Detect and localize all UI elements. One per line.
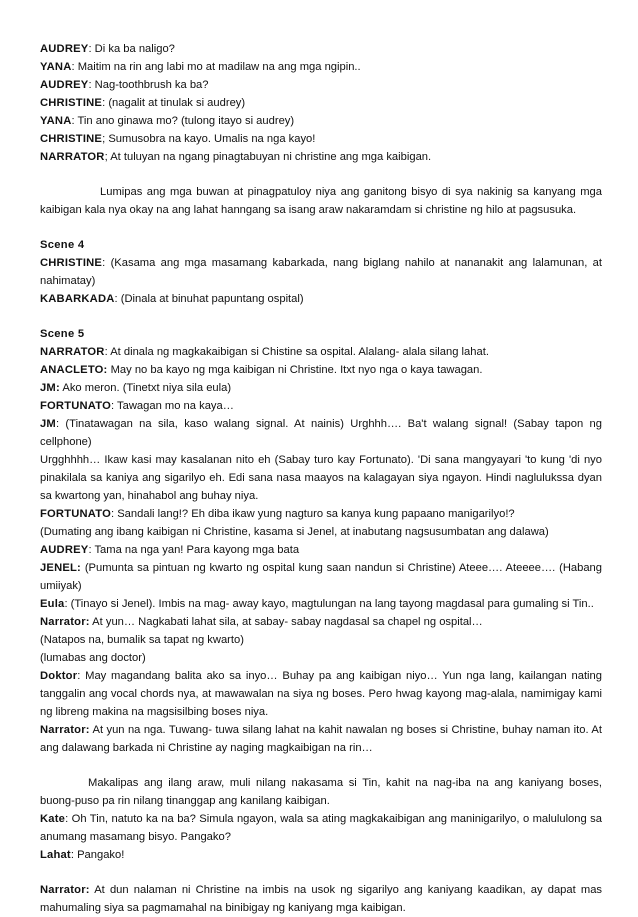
dialogue-text: May magandang balita ako sa inyo… Buhay pa ang kaibigan niyo… Yun nga lang, kailangan nating tanggalin ang vocal chords nya, at mawawalan na siya ng boses. Pero hwag kayong mag-alala, namimigay kami ng libreng makina na magsisilbing boses niya. — [40, 670, 602, 718]
speaker-name: Narrator: — [40, 616, 90, 628]
dialogue-line: NARRATOR; At tuluyan na ngang pinagtabuyan ni christine ang mga kaibigan. — [40, 151, 432, 163]
dialogue-line — [40, 361, 602, 379]
spacer — [40, 757, 602, 774]
speaker-name: JENEL: — [40, 562, 81, 574]
spacer — [40, 308, 602, 325]
dialogue-text: Sandali lang!? Eh diba ikaw yung nagturo sa kanya kung papaano manigarilyo!? — [117, 508, 515, 520]
dialogue-line: AUDREY: Tama na nga yan! Para kayong mga bata — [40, 544, 300, 556]
speaker-name: ANACLETO: — [40, 364, 108, 376]
dialogue-line — [40, 649, 602, 667]
dialogue-text: Nag-toothbrush ka ba? — [94, 79, 209, 91]
dialogue-text: (Tinatawagan na sila, kaso walang signal. At nainis) Urghhh…. Ba't walang signal! (Sabay tapon ng cellphone) — [40, 418, 602, 448]
narration-paragraph: Makalipas ang ilang araw, muli nilang nakasama si Tin, kahit na nag-iba na ang kaniyang boses, buong-puso pa rin nilang tinanggap ang kanilang kaibigan. — [40, 777, 602, 807]
narration-paragraph: Lumipas ang mga buwan at pinagpatuloy niya ang ganitong bisyo di sya nakinig sa kanyang mga kaibigan kala nya okay na ang lahat hanngang sa isang araw nakaramdam si christine ng hilo at pagsusuka. — [40, 186, 602, 216]
speaker-name: AUDREY — [40, 544, 89, 556]
speaker-name: Doktor — [40, 670, 78, 682]
dialogue-line — [40, 523, 602, 541]
dialogue-text: (Dumating ang ibang kaibigan ni Christine, kasama si Jenel, at inabutang nagsusumbatan ang dalawa) — [40, 526, 549, 538]
speaker-name: JM — [40, 418, 56, 430]
dialogue-line — [40, 379, 602, 397]
dialogue-line: Doktor: May magandang balita ako sa inyo… Buhay pa ang kaibigan niyo… Yun nga lang, kailangan nating tanggalin ang vocal chords nya, at mawawalan na siya ng boses. Pero hwag kayong mag-alala, namimigay kami ng libreng makina na magsisilbing boses niya. — [40, 670, 602, 718]
speaker-name: Narrator: — [40, 884, 90, 896]
dialogue-text: (lumabas ang doctor) — [40, 652, 146, 664]
dialogue-text: (Natapos na, bumalik sa tapat ng kwarto) — [40, 634, 244, 646]
speaker-name: AUDREY — [40, 43, 89, 55]
spacer — [40, 864, 602, 881]
dialogue-line: CHRISTINE: (nagalit at tinulak si audrey) — [40, 97, 246, 109]
dialogue-line — [40, 613, 602, 631]
script-page — [40, 40, 602, 917]
dialogue-line: Kate: Oh Tin, natuto ka na ba? Simula ngayon, wala sa ating magkakaibigan ang maninigarilyo, o malululong sa anumang masamang bisyo. Pangako? — [40, 813, 602, 843]
dialogue-text: May no ba kayo ng mga kaibigan ni Christine. Itxt nyo nga o kaya tawagan. — [110, 364, 483, 376]
dialogue-text: At yun na nga. Tuwang- tuwa silang lahat na kahit nawalan ng boses si Christine, buhay naman ito. At ang dalawang barkada ni Christine ay naging magkaibigan na rin… — [40, 724, 602, 754]
scene-heading: Scene 5 — [40, 328, 85, 340]
speaker-name: FORTUNATO — [40, 508, 111, 520]
dialogue-line: AUDREY: Di ka ba naligo? — [40, 43, 175, 55]
speaker-name: CHRISTINE — [40, 257, 103, 269]
dialogue-text: (nagalit at tinulak si audrey) — [108, 97, 246, 109]
speaker-name: NARRATOR — [40, 151, 105, 163]
dialogue-text: Sumusobra na kayo. Umalis na nga kayo! — [108, 133, 316, 145]
dialogue-text: Tama na nga yan! Para kayong mga bata — [94, 544, 300, 556]
dialogue-line — [40, 721, 602, 757]
dialogue-line: FORTUNATO: Sandali lang!? Eh diba ikaw yung nagturo sa kanya kung papaano manigarilyo!? — [40, 508, 515, 520]
dialogue-line: AUDREY: Nag-toothbrush ka ba? — [40, 79, 209, 91]
dialogue-text: (Tinayo si Jenel). Imbis na mag- away kayo, magtulungan na lang tayong magdasal para gumaling si Tin.. — [70, 598, 594, 610]
dialogue-text: At tuluyan na ngang pinagtabuyan ni christine ang mga kaibigan. — [110, 151, 432, 163]
speaker-name: CHRISTINE — [40, 97, 103, 109]
dialogue-text: Tawagan mo na kaya… — [117, 400, 234, 412]
speaker-name: NARRATOR — [40, 346, 105, 358]
dialogue-line — [40, 631, 602, 649]
speaker-name: Kate — [40, 813, 66, 825]
dialogue-line: Eula: (Tinayo si Jenel). Imbis na mag- away kayo, magtulungan na lang tayong magdasal para gumaling si Tin.. — [40, 598, 594, 610]
dialogue-text: Oh Tin, natuto ka na ba? Simula ngayon, wala sa ating magkakaibigan ang maninigarilyo, o malululong sa anumang masamang bisyo. Pangako? — [40, 813, 602, 843]
dialogue-text: (Pumunta sa pintuan ng kwarto ng ospital kung saan nandun si Christine) Ateee…. Ateeee…. (Habang umiiyak) — [40, 562, 603, 592]
dialogue-line: NARRATOR: At dinala ng magkakaibigan si Chistine sa ospital. Alalang- alala silang lahat. — [40, 346, 489, 358]
dialogue-text: (Kasama ang mga masamang kabarkada, nang biglang nahilo at nananakit ang lalamunan, at nahimatay) — [40, 257, 603, 287]
speaker-name: Narrator: — [40, 724, 90, 736]
speaker-name: Eula — [40, 598, 65, 610]
speaker-name: KABARKADA — [40, 293, 115, 305]
dialogue-text: Di ka ba naligo? — [94, 43, 175, 55]
dialogue-text: Urgghhhh… Ikaw kasi may kasalanan nito eh (Sabay turo kay Fortunato). 'Di sana mangyayari 'to kung 'di nyo pinakilala sa kaniya ang sigarilyo eh. Edi sana nasa maayos na kalagayan siya ngayon. Hindi naglulukssa dyan sa kwartong yan, hinahabol ang buhay niya. — [40, 454, 602, 502]
spacer — [40, 166, 602, 183]
dialogue-text: At dun nalaman ni Christine na imbis na usok ng sigarilyo ang kaniyang kaadikan, ay dapat mas mahumaling siya sa pagmamahal na binibigay ng kaniyang mga kaibigan. — [40, 884, 603, 914]
speaker-name: YANA — [40, 61, 72, 73]
speaker-name: YANA — [40, 115, 72, 127]
speaker-name: AUDREY — [40, 79, 89, 91]
dialogue-line: KABARKADA: (Dinala at binuhat papuntang ospital) — [40, 293, 304, 305]
dialogue-line: CHRISTINE; Sumusobra na kayo. Umalis na nga kayo! — [40, 133, 316, 145]
dialogue-line: JM: (Tinatawagan na sila, kaso walang signal. At nainis) Urghhh…. Ba't walang signal! (Sabay tapon ng cellphone) — [40, 418, 602, 448]
dialogue-line — [40, 559, 602, 595]
dialogue-text: Ako meron. (Tinetxt niya sila eula) — [62, 382, 232, 394]
dialogue-line — [40, 881, 602, 917]
dialogue-line — [40, 451, 602, 505]
dialogue-line: CHRISTINE: (Kasama ang mga masamang kabarkada, nang biglang nahilo at nananakit ang lalamunan, at nahimatay) — [40, 257, 603, 287]
dialogue-text: Maitim na rin ang labi mo at madilaw na ang mga ngipin.. — [77, 61, 361, 73]
dialogue-line: FORTUNATO: Tawagan mo na kaya… — [40, 400, 234, 412]
spacer — [40, 219, 602, 236]
dialogue-text: (Dinala at binuhat papuntang ospital) — [120, 293, 304, 305]
speaker-name: FORTUNATO — [40, 400, 111, 412]
scene-heading: Scene 4 — [40, 239, 85, 251]
dialogue-line: YANA: Maitim na rin ang labi mo at madilaw na ang mga ngipin.. — [40, 61, 361, 73]
speaker-name: Lahat — [40, 849, 71, 861]
dialogue-text: At dinala ng magkakaibigan si Chistine sa ospital. Alalang- alala silang lahat. — [110, 346, 489, 358]
dialogue-text: At yun… Nagkabati lahat sila, at sabay- sabay nagdasal sa chapel ng ospital… — [92, 616, 483, 628]
speaker-name: CHRISTINE — [40, 133, 103, 145]
dialogue-line: YANA: Tin ano ginawa mo? (tulong itayo si audrey) — [40, 115, 295, 127]
dialogue-line: Lahat: Pangako! — [40, 849, 125, 861]
dialogue-text: Pangako! — [77, 849, 125, 861]
speaker-name: JM: — [40, 382, 60, 394]
dialogue-text: Tin ano ginawa mo? (tulong itayo si audrey) — [77, 115, 295, 127]
